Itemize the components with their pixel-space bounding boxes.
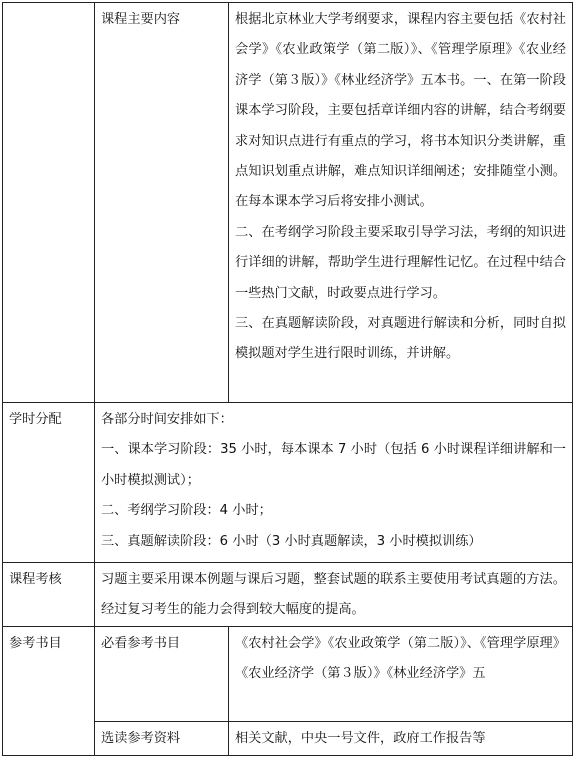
hours-row [3, 403, 573, 563]
content-paragraph-1: 根据北京林业大学考纲要求，课程内容主要包括《农村社会学》《农业政策学（第二版）》、《管理学原理》《农业经济学（第３版）》《林业经济学》五本书。一、在第一阶段课本学习阶段，主要包括章详细内容的讲解，结合考纲要求对知识点进行有重点的学习，将书本知识分类讲解，重点知识划重点讲解，难点知识详细阐述；安排随堂小测。在每本课本学习后将安排小测试。 [235, 12, 566, 210]
content-empty-cell [3, 3, 95, 403]
optional-references-text: 相关文献，中央一号文件，政府工作报告等 [229, 722, 573, 756]
required-references-label: 必看参考书目 [95, 627, 229, 722]
content-label: 课程主要内容 [95, 3, 229, 403]
references-label: 参考书目 [3, 627, 95, 756]
references-row-required [3, 627, 573, 722]
required-references-text: 《农村社会学》《农业政策学（第二版）》、《管理学原理》《农业经济学（第３版）》《林业经济学》五 [229, 627, 573, 722]
hours-line-2: 一、课本学习阶段：35 小时，每本课本 7 小时（包括 6 小时课程详细讲解和一小时模拟测试）； [101, 442, 566, 488]
content-paragraph-3: 三、在真题解读阶段，对真题进行解读和分析，同时自拟模拟题对学生进行限时训练，并讲解。 [235, 316, 566, 362]
course-info-table [2, 2, 573, 756]
hours-text [95, 403, 573, 563]
content-paragraph-2: 二、在考纲学习阶段主要采取引导学习法，考纲的知识进行详细的讲解，帮助学生进行理解性记忆。在过程中结合一些热门文献，时政要点进行学习。 [235, 224, 566, 301]
exam-text: 习题主要采用课本例题与课后习题，整套试题的联系主要使用考试真题的方法。经过复习考生的能力会得到较大幅度的提高。 [95, 563, 573, 627]
exam-row [3, 563, 573, 627]
hours-line-3: 二、考纲学习阶段：4 小时； [101, 503, 272, 519]
hours-line-4: 三、真题解读阶段：6 小时（3 小时真题解读，3 小时模拟训练） [101, 533, 482, 549]
optional-references-label: 选读参考资料 [95, 722, 229, 756]
content-text [229, 3, 573, 403]
content-row [3, 3, 573, 403]
hours-line-1: 各部分时间安排如下： [101, 412, 233, 427]
exam-label: 课程考核 [3, 563, 95, 627]
hours-label: 学时分配 [3, 403, 95, 563]
